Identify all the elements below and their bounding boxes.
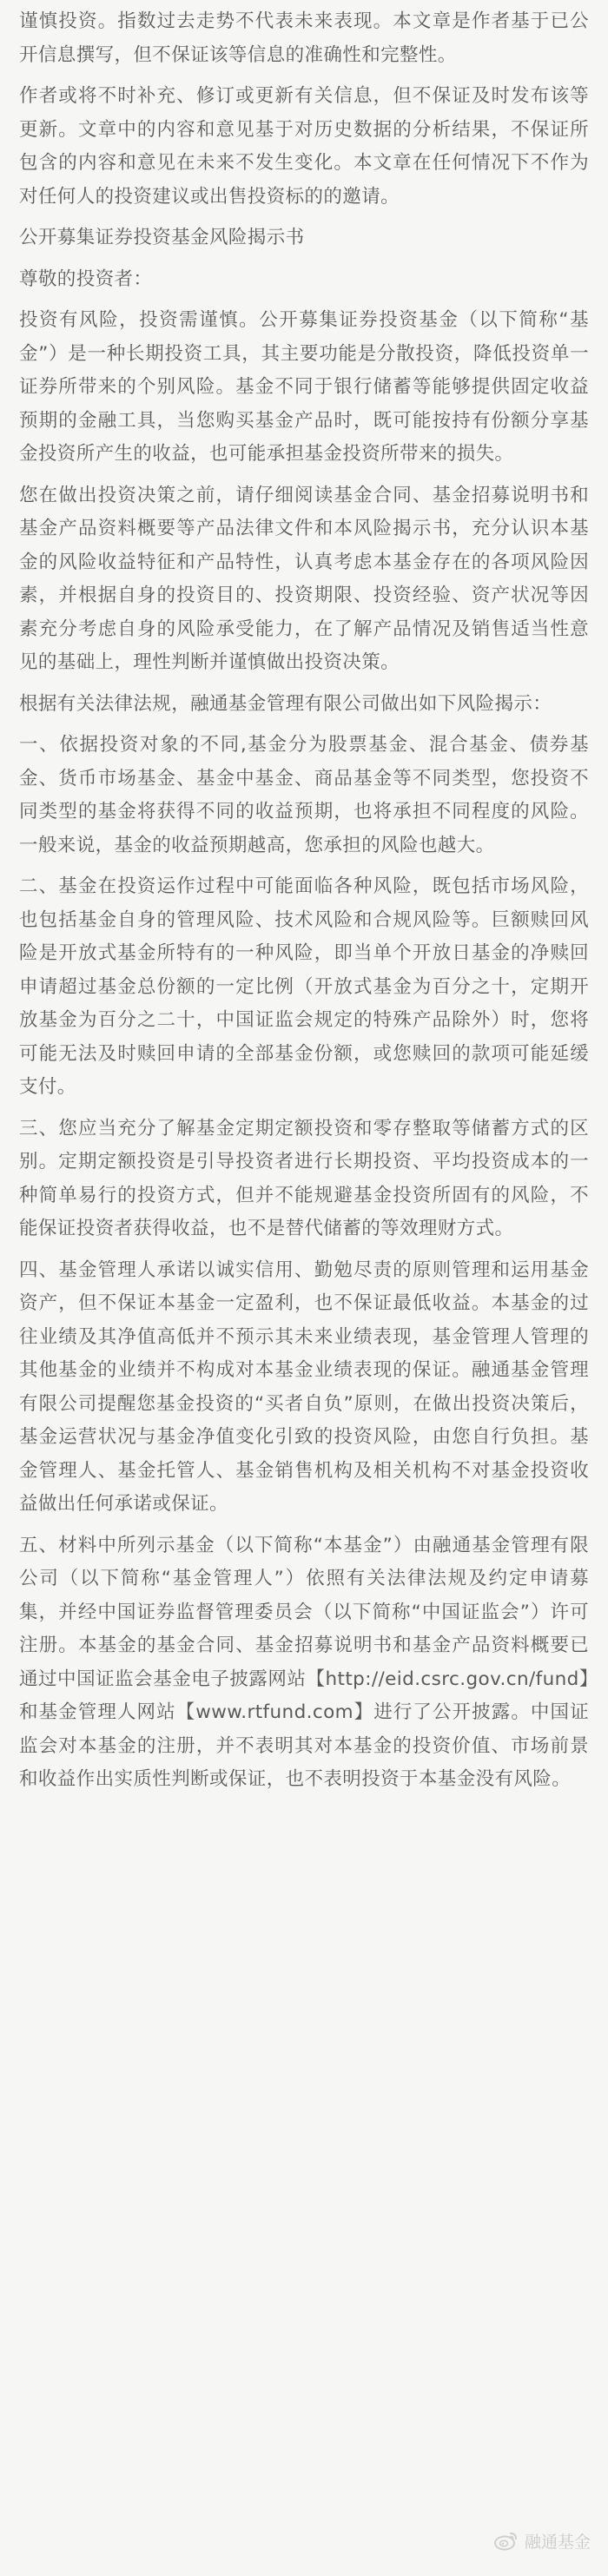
disclaimer-paragraph-2: 作者或将不时补充、修订或更新有关信息，但不保证及时发布该等更新。文章中的内容和意见基于对历史数据的分析结果，不保证所包含的内容和意见在未来不发生变化。本文章在任何情况下不作为对任何人的投资建议或出售投资标的的邀请。: [19, 85, 589, 208]
weibo-icon: [493, 2530, 519, 2551]
risk-item-1: 一、依据投资对象的不同,基金分为股票基金、混合基金、债券基金、货币市场基金、基金中基金、商品基金等不同类型，您投资不同类型的基金将获得不同的收益预期，也将承担不同程度的风险。一般来说，基金的收益预期越高，您承担的风险也越大。: [19, 734, 589, 856]
article-body: [19, 5, 589, 1805]
risk-item-2: 二、基金在投资运作过程中可能面临各种风险，既包括市场风险，也包括基金自身的管理风险、技术风险和合规风险等。巨额赎回风险是开放式基金所特有的一种风险，即当单个开放日基金的净赎回申请超过基金总份额的一定比例（开放式基金为百分之十，定期开放基金为百分之二十，中国证监会规定的特殊产品除外）时，您将可能无法及时赎回申请的全部基金份额，或您赎回的款项可能延缓支付。: [19, 875, 589, 1098]
risk-disclosure-title: 公开募集证券投资基金风险揭示书: [19, 227, 305, 248]
risk-item-4: 四、基金管理人承诺以诚实信用、勤勉尽责的原则管理和运用基金资产，但不保证本基金一定盈利，也不保证最低收益。本基金的过往业绩及其净值高低并不预示其未来业绩表现，基金管理人管理的其他基金的业绩并不构成对本基金业绩表现的保证。融通基金管理有限公司提醒您基金投资的“买者自负”原则，在做出投资决策后，基金运营状况与基金净值变化引致的投资风险，由您自行负担。基金管理人、基金托管人、基金销售机构及相关机构不对基金投资收益做出任何承诺或保证。: [19, 1258, 589, 1515]
salutation: 尊敬的投资者：: [19, 268, 153, 290]
risk-paragraph-decision: 您在做出投资决策之前，请仔细阅读基金合同、基金招募说明书和基金产品资料概要等产品法律文件和本风险揭示书，充分认识本基金的风险收益特征和产品特性，认真考虑本基金存在的各项风险因素，并根据自身的投资目的、投资期限、投资经验、资产状况等因素充分考虑自身的风险承受能力，在了解产品情况及销售适当性意见的基础上，理性判断并谨慎做出投资决策。: [19, 484, 589, 673]
risk-paragraph-intro: 投资有风险，投资需谨慎。公开募集证券投资基金（以下简称“基金”）是一种长期投资工具，其主要功能是分散投资，降低投资单一证券所带来的个别风险。基金不同于银行储蓄等能够提供固定收益预期的金融工具，当您购买基金产品时，既可能按持有份额分享基金投资所产生的收益，也可能承担基金投资所带来的损失。: [19, 309, 589, 465]
watermark-text: 融通基金: [524, 2532, 591, 2552]
risk-item-3: 三、您应当充分了解基金定期定额投资和零存整取等储蓄方式的区别。定期定额投资是引导投资者进行长期投资、平均投资成本的一种简单易行的投资方式，但并不能规避基金投资所固有的风险，不能保证投资者获得收益，也不是替代储蓄的等效理财方式。: [19, 1117, 589, 1239]
weibo-watermark: [493, 2527, 591, 2553]
risk-paragraph-law: 根据有关法律法规，融通基金管理有限公司做出如下风险揭示：: [19, 692, 552, 715]
risk-item-5: 五、材料中所列示基金（以下简称“本基金”）由融通基金管理有限公司（以下简称“基金管理人”）依照有关法律法规及约定申请募集，并经中国证券监督管理委员会（以下简称“中国证监会”）许可注册。本基金的基金合同、基金招募说明书和基金产品资料概要已通过中国证监会基金电子披露网站【http://eid.csrc.gov.cn/fund】和基金管理人网站【www.rtfund.com】进行了公开披露。中国证监会对本基金的注册，并不表明其对本基金的投资价值、市场前景和收益作出实质性判断或保证，也不表明投资于本基金没有风险。: [19, 1534, 589, 1790]
disclaimer-paragraph-1: 谨慎投资。指数过去走势不代表未来表现。本文章是作者基于已公开信息撰写，但不保证该等信息的准确性和完整性。: [19, 10, 589, 66]
